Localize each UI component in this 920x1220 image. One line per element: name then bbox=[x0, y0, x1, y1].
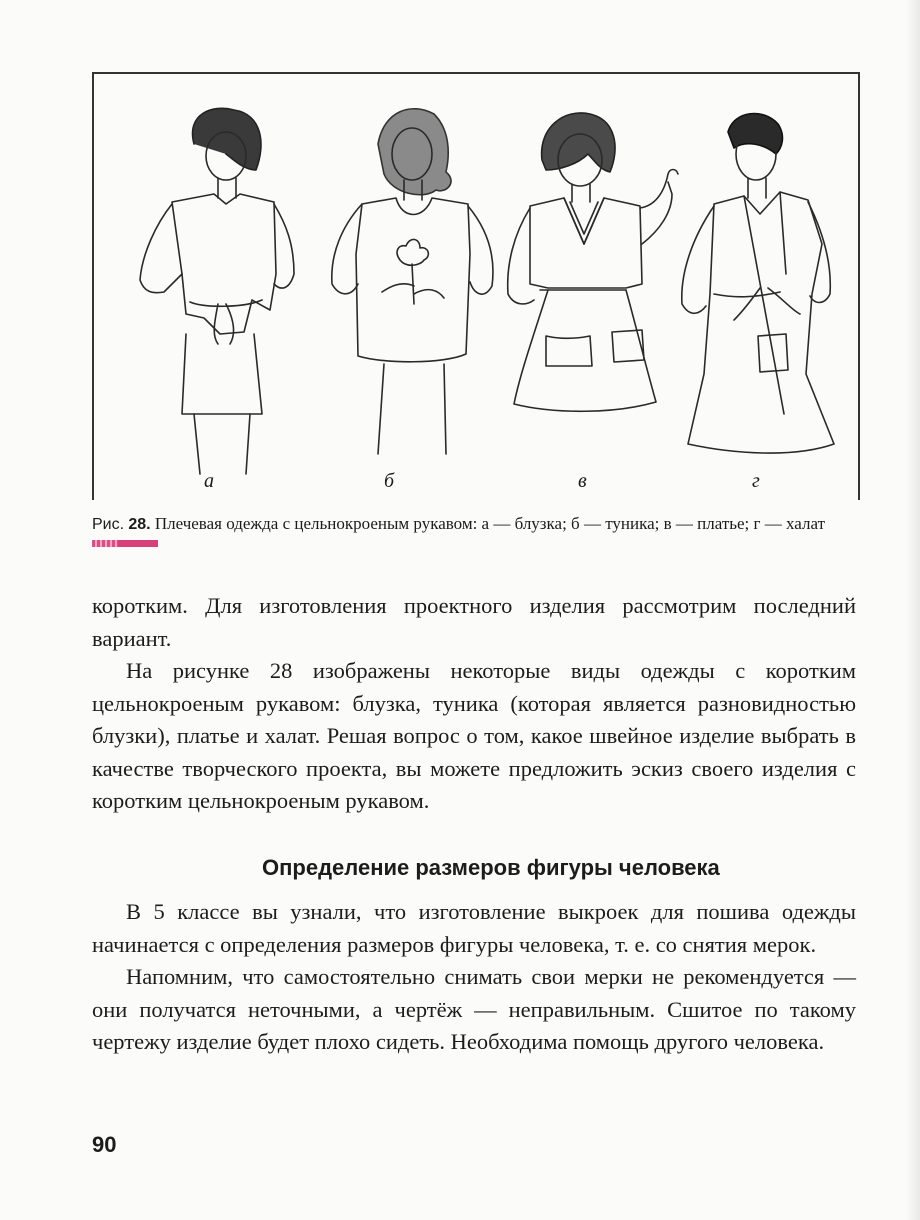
caption-accent-bar bbox=[92, 540, 158, 547]
caption-number: 28. bbox=[128, 516, 151, 533]
illustration-tunic bbox=[332, 109, 493, 454]
body-text-section bbox=[92, 896, 856, 1059]
figure-label-v: в bbox=[578, 470, 587, 492]
section-heading: Определение размеров фигуры человека bbox=[262, 855, 720, 880]
figure-caption bbox=[92, 512, 832, 537]
page-edge bbox=[906, 0, 920, 1220]
illustration-robe bbox=[682, 114, 834, 454]
paragraph: Напомним, что самостоятельно снимать свои мерки не рекомендуется — они получатся неточными, а чертёж — неправильным. Сшитое по такому чертежу изделие будет плохо сидеть. Необходима помощь другого человека. bbox=[92, 964, 856, 1054]
illustration-blouse bbox=[140, 108, 294, 474]
figure-label-b: б bbox=[384, 470, 395, 492]
figure-label-g: г bbox=[752, 470, 760, 492]
illustration-dress bbox=[508, 113, 678, 411]
paragraph: На рисунке 28 изображены некоторые виды одежды с коротким цельнокроеным рукавом: блузка, туника (которая является разновидностью блузки), платье и халат. Решая вопрос о том, какое швейное изделие выбрать в качестве творческого проекта, вы можете предложить эскиз своего изделия с коротким цельнокроеным рукавом. bbox=[92, 658, 856, 813]
figure-frame bbox=[92, 72, 860, 500]
page-number: 90 bbox=[92, 1132, 117, 1157]
body-text-top bbox=[92, 590, 856, 818]
caption-label: Рис. bbox=[92, 516, 125, 533]
paragraph: В 5 классе вы узнали, что изготовление выкроек для пошива одежды начинается с определения размеров фигуры человека, т. е. со снятия мерок. bbox=[92, 899, 856, 957]
figure-label-a: а bbox=[204, 470, 214, 492]
caption-text: Плечевая одежда с цельнокроеным рукавом: а — блузка; б — туника; в — платье; г — халат bbox=[154, 514, 825, 533]
paragraph: коротким. Для изготовления проектного изделия рассмотрим последний вариант. bbox=[92, 593, 856, 651]
garment-illustrations bbox=[94, 74, 858, 500]
